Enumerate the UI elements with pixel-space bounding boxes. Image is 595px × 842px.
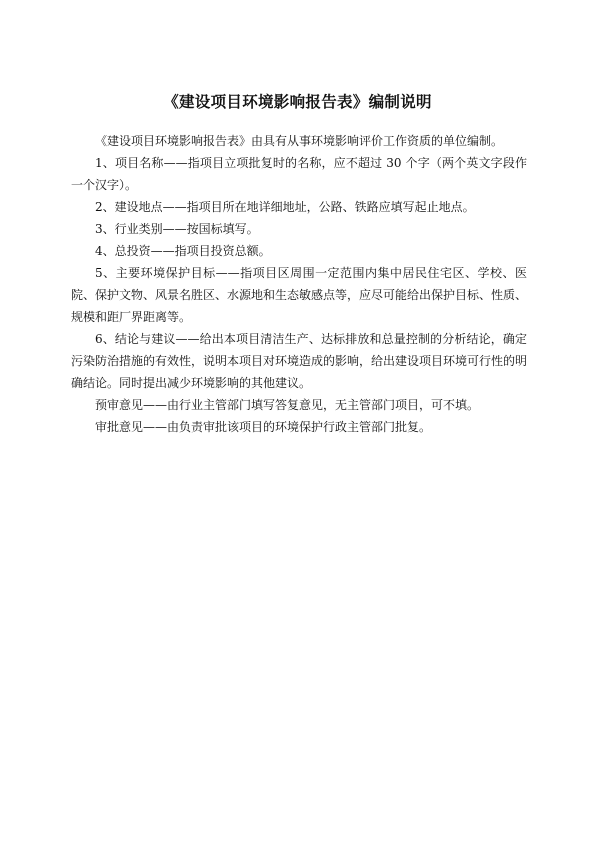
paragraph-protection-targets: 5、主要环境保护目标——指项目区周围一定范围内集中居民住宅区、学校、医院、保护文物、风景名胜区、水源地和生态敏感点等，应尽可能给出保护目标、性质、规模和距厂界距离等。	[71, 266, 528, 324]
document-title: 《建设项目环境影响报告表》编制说明	[163, 92, 432, 111]
paragraph-project-name: 1、项目名称——指项目立项批复时的名称，应不超过 30 个字（两个英文字段作一个汉字）。	[71, 156, 527, 192]
paragraph-total-investment: 4、总投资——指项目投资总额。	[95, 244, 271, 258]
document-body	[71, 130, 527, 438]
paragraph-approval-opinion: 审批意见——由负责审批该项目的环境保护行政主管部门批复。	[95, 420, 432, 434]
paragraph-construction-site: 2、建设地点——指项目所在地详细地址，公路、铁路应填写起止地点。	[95, 200, 475, 214]
paragraph-intro: 《建设项目环境影响报告表》由具有从事环境影响评价工作资质的单位编制。	[95, 134, 504, 148]
paragraph-industry-category: 3、行业类别——按国标填写。	[95, 222, 259, 236]
paragraph-conclusions: 6、结论与建议——给出本项目清洁生产、达标排放和总量控制的分析结论，确定污染防治措施的有效性，说明本项目对环境造成的影响，给出建设项目环境可行性的明确结论。同时提出减少环境影响的其他建议。	[71, 332, 528, 390]
paragraph-pre-review-opinion: 预审意见——由行业主管部门填写答复意见，无主管部门项目，可不填。	[95, 398, 480, 412]
